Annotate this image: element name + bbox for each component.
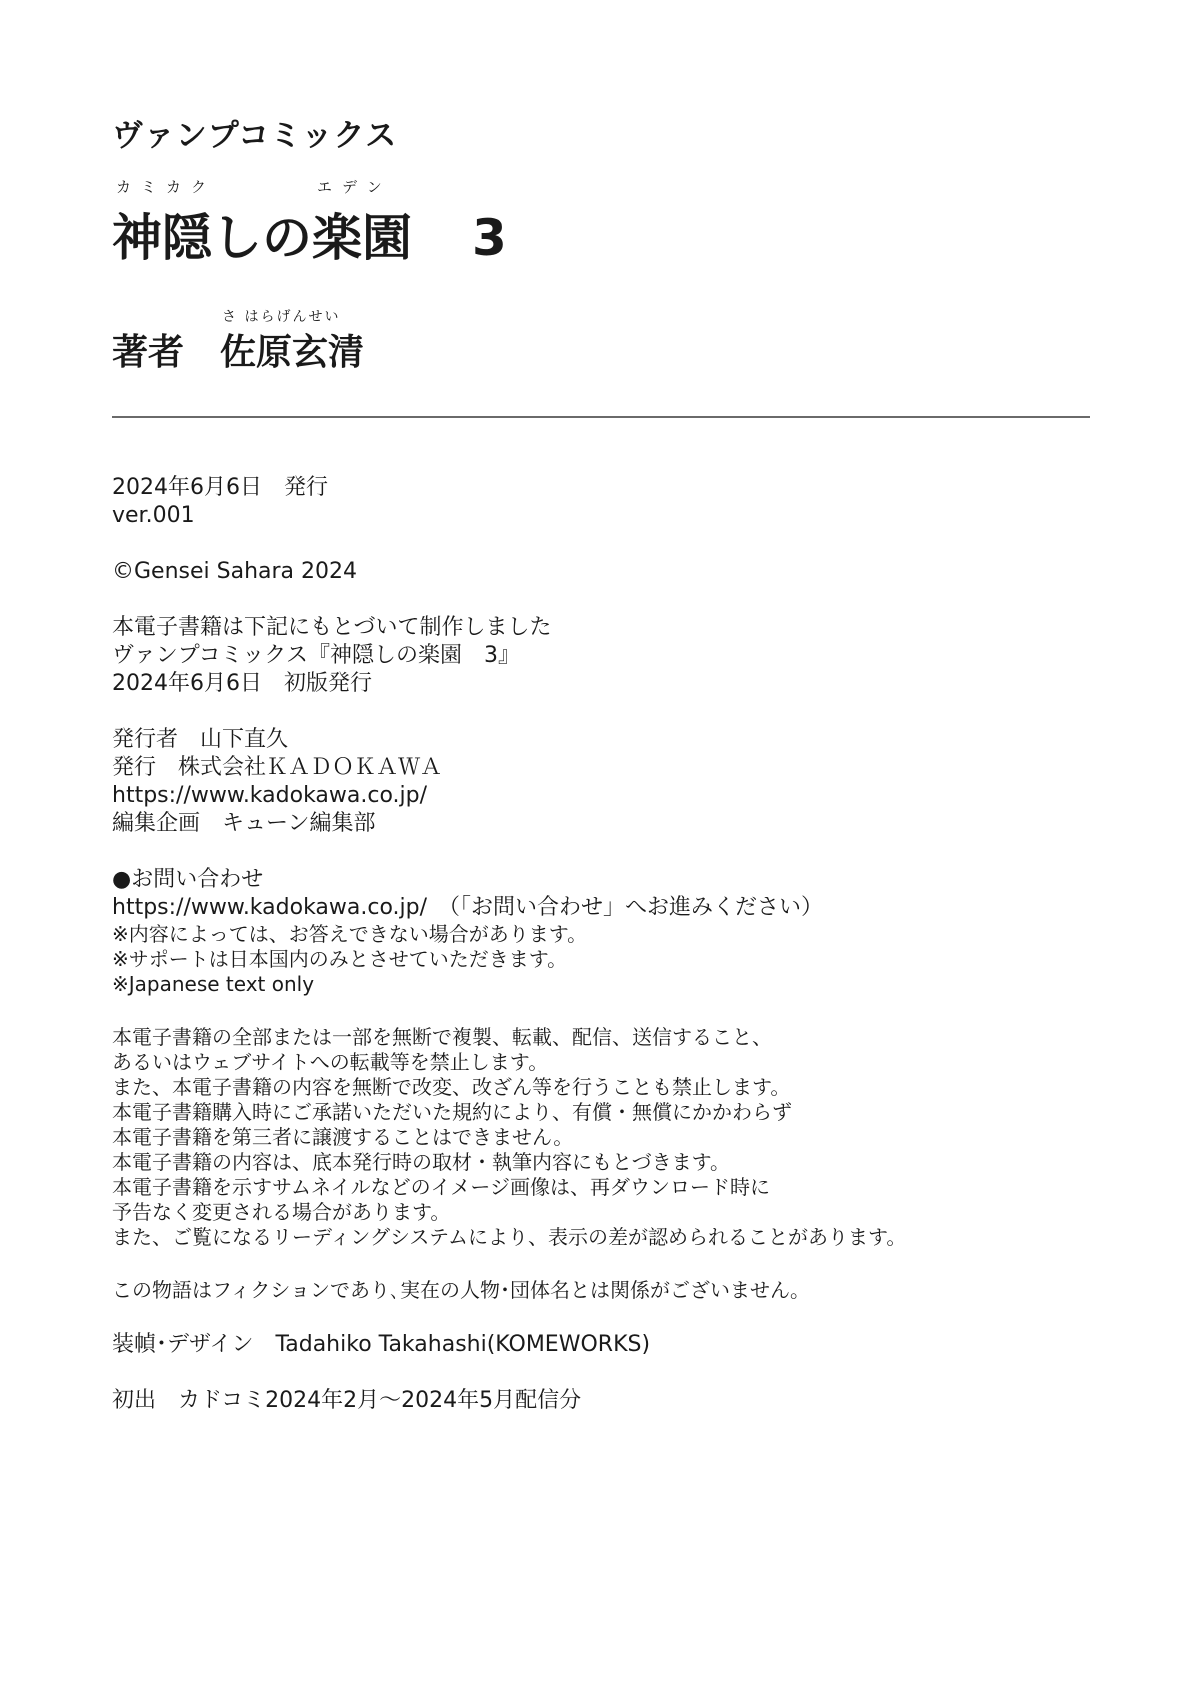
contact-note-3: ※Japanese text only xyxy=(112,972,315,996)
publisher-info xyxy=(112,726,906,838)
version: ver.001 xyxy=(112,503,195,528)
contact-note-1: ※内容によっては、お答えできない場合があります。 xyxy=(112,922,588,946)
author-ruby: さ はらげんせい xyxy=(222,309,341,325)
source-line-3: 2024年6月6日 初版発行 xyxy=(112,671,372,696)
terms-line: 予告なく変更される場合があります。 xyxy=(112,1200,451,1224)
editorial-dept: 編集企画 キューン編集部 xyxy=(112,811,376,836)
title-ruby-eden: エデン xyxy=(317,178,392,196)
terms-block xyxy=(112,1025,906,1250)
source-line-1: 本電子書籍は下記にもとづいて制作しました xyxy=(112,615,552,640)
publisher-company: 発行 株式会社ＫＡＤＯＫＡＷＡ xyxy=(112,755,443,780)
terms-line: 本電子書籍を第三者に譲渡することはできません。 xyxy=(112,1125,574,1149)
title-ruby-kamikaku: カミカク xyxy=(116,178,217,196)
imprint-label: ヴァンプコミックス xyxy=(112,118,398,154)
fiction-notice: この物語はフィクションであり､実在の人物･団体名とは関係がございません｡ xyxy=(112,1278,800,1302)
publication-date: 2024年6月6日 発行 xyxy=(112,475,328,500)
publication-info xyxy=(112,474,906,530)
author-line xyxy=(112,324,364,375)
book-title-text: 神隠しの楽園 xyxy=(112,209,412,267)
contact-url: https://www.kadokawa.co.jp/ （「お問い合わせ」へお進みください） xyxy=(112,895,824,920)
terms-line: また、ご覧になるリーディングシステムにより、表示の差が認められることがあります。 xyxy=(112,1225,907,1249)
terms-line: 本電子書籍購入時にご承諾いただいた規約により、有償・無償にかかわらず xyxy=(112,1100,792,1124)
terms-line: 本電子書籍の内容は、底本発行時の取材・執筆内容にもとづきます。 xyxy=(112,1150,730,1174)
colophon-page xyxy=(112,0,1090,1707)
first-appearance-block xyxy=(112,1387,906,1415)
volume-number: 3 xyxy=(472,209,507,267)
terms-line: 本電子書籍を示すサムネイルなどのイメージ画像は、再ダウンロード時に xyxy=(112,1175,770,1199)
terms-line: 本電子書籍の全部または一部を無断で複製、転載、配信、送信すること、 xyxy=(112,1025,772,1049)
design-block xyxy=(112,1331,906,1359)
copyright: ©Gensei Sahara 2024 xyxy=(112,559,358,584)
book-title xyxy=(112,198,507,270)
issuer: 発行者 山下直久 xyxy=(112,727,289,752)
terms-line: あるいはウェブサイトへの転載等を禁止します。 xyxy=(112,1050,549,1074)
source-line-2: ヴァンプコミックス『神隠しの楽園 3』 xyxy=(112,643,521,668)
author-label: 著者 xyxy=(112,332,185,373)
contact-note-2: ※サポートは日本国内のみとさせていただきます。 xyxy=(112,947,568,971)
divider xyxy=(112,416,1090,418)
colophon-body xyxy=(112,474,906,1443)
author-name: 佐原玄清 xyxy=(220,332,365,373)
publisher-url: https://www.kadokawa.co.jp/ xyxy=(112,783,428,808)
terms-line: また、本電子書籍の内容を無断で改変、改ざん等を行うことも禁止します。 xyxy=(112,1075,791,1099)
contact-info xyxy=(112,866,906,997)
source-info xyxy=(112,614,906,698)
first-appearance: 初出 カドコミ2024年2月～2024年5月配信分 xyxy=(112,1388,582,1413)
fiction-block xyxy=(112,1278,906,1303)
copyright-block xyxy=(112,558,906,586)
contact-heading: ●お問い合わせ xyxy=(112,867,264,892)
design-credit: 装幀･デザイン Tadahiko Takahashi(KOMEWORKS) xyxy=(112,1332,651,1357)
